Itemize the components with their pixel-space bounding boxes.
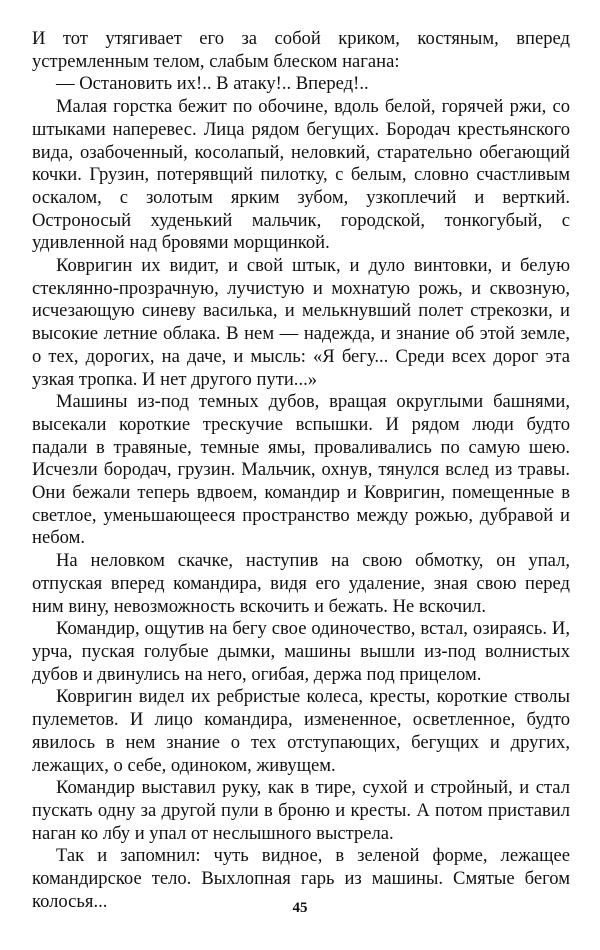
page-number: 45	[292, 900, 308, 916]
paragraph-2: — Остановить их!.. В атаку!.. Вперед!..	[56, 73, 369, 95]
paragraph-4: Ковригин их видит, и свой штык, и дуло винтовки, и белую стеклянно-прозрачную, лучистую и мохнатую рожь, и сквозную, исчезающую синеву василька, и мелькнувший полет стрекозки, и высокие летние облака. В нем — надежда, и знание об этой земле, о тех, дорогих, на даче, и мысль: «Я бегу... Среди всех дорог эта узкая тропка. И нет другого пути...»	[32, 255, 570, 390]
paragraph-8: Ковригин видел их ребристые колеса, кресты, короткие стволы пулеметов. И лицо командира, измененное, осветленное, будто явилось в нем знание о тех отступающих, бегущих и других, лежащих, о себе, одиноком, живущем.	[32, 686, 570, 776]
paragraph-6: На неловком скачке, наступив на свою обмотку, он упал, отпуская вперед командира, видя его удаление, зная свою перед ним вину, невозможность вскочить и бежать. Не вскочил.	[32, 550, 570, 617]
paragraph-1: И тот утягивает его за собой криком, костяным, вперед устремленным телом, слабым блеском нагана:	[32, 28, 570, 72]
page-body	[32, 28, 570, 913]
paragraph-3: Малая горстка бежит по обочине, вдоль белой, горячей ржи, со штыками наперевес. Лица рядом бегущих. Бородач крестьянского вида, озабоченный, косолапый, неловкий, старательно обегающий кочки. Грузин, потерявщий пилотку, с белым, словно счастливым оскалом, с золотым ярким зубом, узкоплечий и верткий. Остроносый худенький мальчик, городской, тонкогубый, с удивленной над бровями морщинкой.	[32, 96, 570, 254]
paragraph-5: Машины из-под темных дубов, вращая округлыми башнями, высекали короткие трескучие вспышки. И рядом люди будто падали в травяные, темные ямы, проваливались по самую шею. Исчезли бородач, грузин. Мальчик, охнув, тянулся вслед из травы. Они бежали теперь вдвоем, командир и Ковригин, помещенные в светлое, уменьшающееся пространство между рожью, дубравой и небом.	[32, 391, 570, 549]
paragraph-9: Командир выставил руку, как в тире, сухой и стройный, и стал пускать одну за другой пули в броню и кресты. А потом приставил наган ко лбу и упал от неслышного выстрела.	[32, 777, 570, 844]
paragraph-7: Командир, ощутив на бегу свое одиночество, встал, озираясь. И, урча, пуская голубые дымки, машины вышли из-под волнистых дубов и двинулись на него, огибая, держа под прицелом.	[32, 618, 570, 685]
paragraph-10: Так и запомнил: чуть видное, в зеленой форме, лежащее командирское тело. Выхлопная гарь из машины. Смятые бегом колосья...	[32, 845, 570, 912]
